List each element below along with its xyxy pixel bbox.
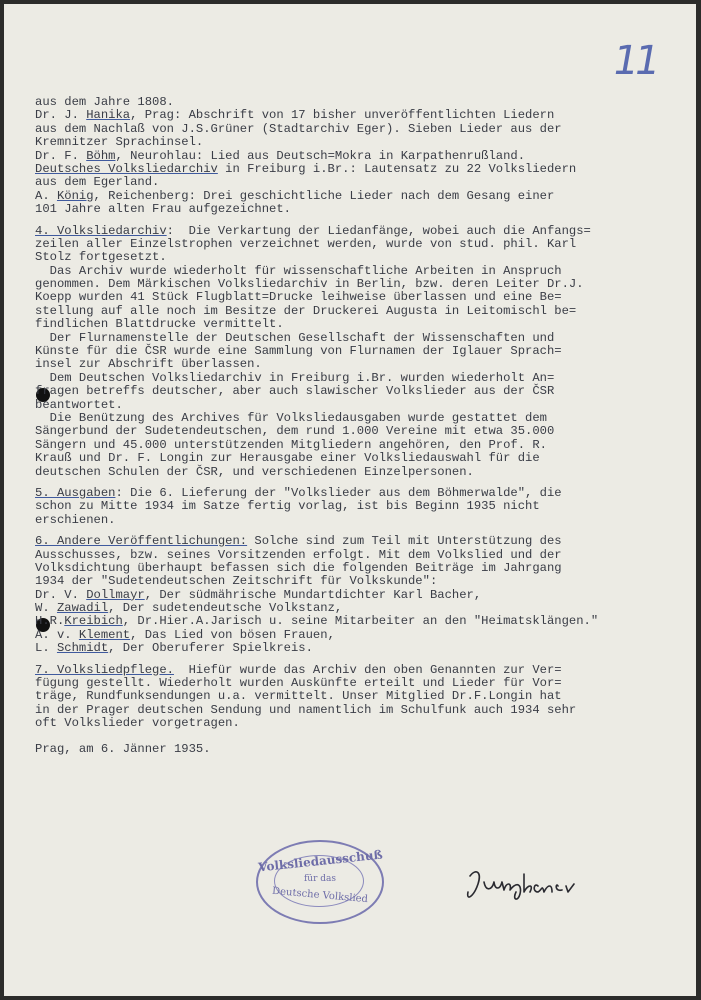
text-line — [35, 575, 685, 588]
text-line — [35, 96, 685, 109]
text-run: Sängerbund der Sudetendeutschen, dem rund 1.000 Vereine mit etwa 35.000 — [35, 424, 555, 439]
underlined-name: Hanika — [86, 108, 131, 123]
text-line — [35, 500, 685, 513]
text-line — [35, 399, 685, 412]
text-run: Der Flurnamenstelle der Deutschen Gesellschaft der Wissenschaften und — [35, 330, 555, 345]
text-run: deutschen Schulen der ČSR, und verschiedenen Einzelpersonen. — [35, 464, 474, 479]
text-line — [35, 602, 685, 615]
underlined-name: Schmidt — [56, 641, 109, 656]
document-page — [4, 4, 696, 996]
text-line — [35, 385, 685, 398]
institution-stamp — [256, 840, 384, 924]
text-run: träge, Rundfunksendungen u.a. vermittelt. Unser Mitglied Dr.F.Longin hat — [35, 689, 562, 704]
text-line — [35, 549, 685, 562]
underlined-name: 7. Volksliedpflege. — [35, 662, 174, 677]
underlined-name: 5. Ausgaben — [35, 485, 116, 500]
text-line — [35, 305, 685, 318]
text-run: Künste für die ČSR wurde eine Sammlung von Flurnamen der Iglauer Sprach= — [35, 344, 562, 359]
text-run: in Freiburg i.Br.: Lautensatz zu 22 Volksliedern — [217, 161, 577, 176]
text-line — [35, 190, 685, 203]
text-line — [35, 358, 685, 371]
text-run: fügung gestellt. Wiederholt wurden Auskünfte erteilt und Lieder für Vor= — [35, 676, 562, 691]
text-run: , Reichenberg: Drei geschichtliche Lieder nach dem Gesang einer — [93, 188, 555, 203]
text-line — [35, 225, 685, 238]
text-run: Sängern und 45.000 unterstützenden Mitgliedern angehören, den Prof. R. — [35, 437, 547, 452]
handwritten-signature — [462, 862, 582, 906]
text-run: insel zur Abschrift überlassen. — [35, 357, 262, 372]
text-line — [35, 717, 685, 730]
text-line — [35, 487, 685, 500]
text-line — [35, 425, 685, 438]
text-line — [35, 589, 685, 602]
underlined-name: Zawadil — [56, 601, 109, 616]
text-run: , Der südmährische Mundartdichter Karl Bacher, — [144, 587, 482, 602]
text-run: in der Prager deutschen Sendung und namentlich im Schulfunk auch 1934 sehr — [35, 702, 577, 717]
text-run: Die Benützung des Archives für Volksliedausgaben wurde gestattet dem — [35, 410, 547, 425]
underlined-name: 4. Volksliedarchiv — [35, 223, 167, 238]
text-line — [35, 176, 685, 189]
text-line — [35, 466, 685, 479]
text-line — [35, 514, 685, 527]
letter-body — [35, 96, 685, 756]
text-run: A. v. — [35, 627, 79, 642]
underlined-name: Deutsches Volksliedarchiv — [35, 161, 218, 176]
text-run: , Der Oberuferer Spielkreis. — [108, 641, 313, 656]
text-line — [35, 629, 685, 642]
text-run: : Die Verkartung der Liedanfänge, wobei auch die Anfangs= — [166, 223, 591, 238]
text-run: genommen. Dem Märkischen Volksliedarchiv in Berlin, bzw. deren Leiter Dr.J. — [35, 277, 584, 292]
text-line — [35, 690, 685, 703]
text-run: A. — [35, 188, 57, 203]
text-line — [35, 318, 685, 331]
text-run: 1934 der "Sudetendeutschen Zeitschrift für Volkskunde": — [35, 574, 438, 589]
text-run: Dr. V. — [35, 587, 87, 602]
text-line — [35, 743, 685, 756]
text-run: 101 Jahre alten Frau aufgezeichnet. — [35, 202, 291, 217]
text-line — [35, 150, 685, 163]
text-run: Kremnitzer Sprachinsel. — [35, 135, 204, 150]
text-run: findlichen Blattdrucke vermittelt. — [35, 317, 284, 332]
text-run: Dr. J. — [35, 108, 87, 123]
stamp-line-1: Volksliedausschuß — [257, 847, 384, 875]
text-line — [35, 412, 685, 425]
text-line — [35, 664, 685, 677]
text-run: oft Volkslieder vorgetragen. — [35, 716, 240, 731]
text-run: Koepp wurden 41 Stück Flugblatt=Drucke leihweise überlassen und eine Be= — [35, 290, 562, 305]
text-run: , Das Lied von bösen Frauen, — [130, 627, 335, 642]
text-run: , Prag: Abschrift von 17 bisher unveröffentlichten Liedern — [130, 108, 555, 123]
text-run: Hiefür wurde das Archiv den oben Genannten zur Ver= — [173, 662, 562, 677]
text-run: L. — [35, 641, 57, 656]
text-run: Dem Deutschen Volksliedarchiv in Freiburg i.Br. wurden wiederholt An= — [35, 370, 555, 385]
underlined-name: Kreibich — [64, 614, 123, 629]
text-line — [35, 642, 685, 655]
text-run: : Die 6. Lieferung der "Volkslieder aus dem Böhmerwalde", die — [115, 485, 562, 500]
underlined-name: 6. Andere Veröffentlichungen: — [35, 534, 248, 549]
underlined-name: Klement — [78, 627, 131, 642]
text-line — [35, 163, 685, 176]
text-run: stellung auf alle noch im Besitze der Druckerei Augusta in Leitomischl be= — [35, 303, 577, 318]
text-run: Dr. F. — [35, 148, 87, 163]
text-line — [35, 291, 685, 304]
text-run: fragen betreffs deutscher, aber auch slawischer Volkslieder aus der ČSR — [35, 384, 555, 399]
text-line — [35, 677, 685, 690]
text-run: aus dem Jahre 1808. — [35, 95, 174, 109]
text-run: Solche sind zum Teil mit Unterstützung des — [247, 534, 562, 549]
text-line — [35, 251, 685, 264]
page-number: 11 — [609, 38, 661, 84]
text-run: , Der sudetendeutsche Volkstanz, — [108, 601, 343, 616]
text-run: Stolz fortgesetzt. — [35, 250, 167, 265]
text-run: W. — [35, 601, 57, 616]
text-run: beantwortet. — [35, 397, 123, 412]
text-run: Ausschusses, bzw. seines Vorsitzenden erfolgt. Mit dem Volkslied und der — [35, 547, 562, 562]
text-line — [35, 615, 685, 628]
text-run: aus dem Nachlaß von J.S.Grüner (Stadtarchiv Eger). Sieben Lieder aus der — [35, 121, 562, 136]
text-line — [35, 704, 685, 717]
underlined-name: Dollmayr — [86, 587, 145, 602]
text-line — [35, 265, 685, 278]
text-run: Krauß und Dr. F. Longin zur Herausgabe einer Volksliedauswahl für die — [35, 451, 540, 466]
underlined-name: König — [56, 188, 94, 203]
text-run: , Dr.Hier.A.Jarisch u. seine Mitarbeiter an den "Heimatsklängen." — [122, 614, 599, 629]
text-line — [35, 535, 685, 548]
stamp-line-2: für das — [303, 874, 337, 884]
text-line — [35, 439, 685, 452]
stamp-line-3: Deutsche Volkslied — [271, 885, 369, 906]
text-run: Volksdichtung überhaupt befassen sich die folgenden Beiträge im Jahrgang — [35, 560, 562, 575]
text-line — [35, 452, 685, 465]
underlined-name: Böhm — [86, 148, 116, 163]
text-run: Das Archiv wurde wiederholt für wissenschaftliche Arbeiten in Anspruch — [35, 263, 562, 278]
text-run: aus dem Egerland. — [35, 175, 160, 190]
text-line — [35, 238, 685, 251]
text-line — [35, 123, 685, 136]
text-line — [35, 109, 685, 122]
text-run: erschienen. — [35, 512, 116, 527]
text-line — [35, 278, 685, 291]
text-run: , Neurohlau: Lied aus Deutsch=Mokra in Karpathenrußland. — [115, 148, 526, 163]
text-run: Prag, am 6. Jänner 1935. — [35, 741, 211, 756]
text-run: H.R. — [35, 614, 65, 629]
text-run: schon zu Mitte 1934 im Satze fertig vorlag, ist bis Beginn 1935 nicht — [35, 499, 540, 514]
text-line — [35, 203, 685, 216]
text-line — [35, 345, 685, 358]
text-line — [35, 136, 685, 149]
text-run: zeilen aller Einzelstrophen verzeichnet werden, wurde von stud. phil. Karl — [35, 236, 577, 251]
text-line — [35, 562, 685, 575]
